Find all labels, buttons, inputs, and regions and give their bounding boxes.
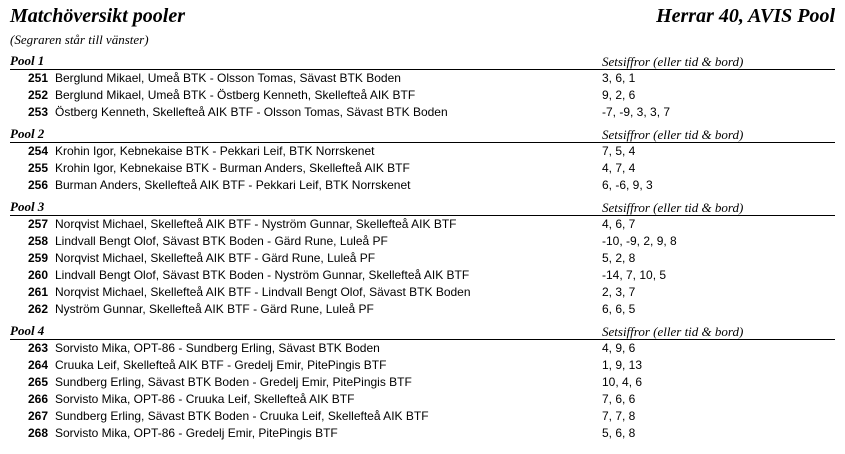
match-score: 9, 2, 6 (602, 88, 636, 102)
match-row (0, 216, 845, 233)
match-number: 255 (27, 161, 48, 175)
match-players: Berglund Mikael, Umeå BTK - Olsson Tomas, Sävast BTK Boden (55, 71, 401, 85)
match-players: Sorvisto Mika, OPT-86 - Gredelj Emir, PitePingis BTF (55, 426, 338, 440)
match-score: 3, 6, 1 (602, 71, 636, 85)
match-players: Krohin Igor, Kebnekaise BTK - Burman Anders, Skellefteå AIK BTF (55, 161, 410, 175)
match-score: 5, 6, 8 (602, 426, 636, 440)
sets-column-label: Setsiffror (eller tid & bord) (602, 200, 744, 215)
match-score: 6, 6, 5 (602, 302, 636, 316)
match-number: 263 (27, 341, 48, 355)
match-score: -14, 7, 10, 5 (602, 268, 667, 282)
match-players: Sorvisto Mika, OPT-86 - Cruuka Leif, Skellefteå AIK BTF (55, 392, 355, 406)
match-players: Norqvist Michael, Skellefteå AIK BTF - Gärd Rune, Luleå PF (55, 251, 376, 265)
match-players: Berglund Mikael, Umeå BTK - Östberg Kenneth, Skellefteå AIK BTF (55, 88, 416, 102)
match-row (0, 425, 845, 442)
match-players: Östberg Kenneth, Skellefteå AIK BTF - Olsson Tomas, Sävast BTK Boden (55, 105, 448, 119)
match-number: 267 (27, 409, 48, 423)
match-number: 265 (27, 375, 48, 389)
match-players: Lindvall Bengt Olof, Sävast BTK Boden - Gärd Rune, Luleå PF (55, 234, 388, 248)
match-row (0, 301, 845, 318)
match-row (0, 233, 845, 250)
match-players: Norqvist Michael, Skellefteå AIK BTF - Lindvall Bengt Olof, Sävast BTK Boden (55, 285, 471, 299)
match-number: 254 (27, 144, 48, 158)
match-number: 252 (27, 88, 48, 102)
pool-list (0, 53, 845, 442)
match-score: 10, 4, 6 (602, 375, 643, 389)
match-number: 257 (27, 217, 48, 231)
match-number: 251 (27, 71, 48, 85)
match-score: 4, 9, 6 (602, 341, 636, 355)
match-row (0, 87, 845, 104)
match-row (0, 340, 845, 357)
match-row (0, 104, 845, 121)
match-row (0, 374, 845, 391)
match-row (0, 408, 845, 425)
pool-name: Pool 1 (10, 53, 45, 68)
match-players: Sorvisto Mika, OPT-86 - Sundberg Erling, Sävast BTK Boden (55, 341, 380, 355)
sets-column-label: Setsiffror (eller tid & bord) (602, 127, 744, 142)
match-score: 5, 2, 8 (602, 251, 636, 265)
match-players: Krohin Igor, Kebnekaise BTK - Pekkari Leif, BTK Norrskenet (55, 144, 375, 158)
match-score: -7, -9, 3, 3, 7 (602, 105, 671, 119)
match-number: 261 (27, 285, 48, 299)
page-title: Matchöversikt pooler (10, 5, 185, 27)
pool-header (10, 323, 835, 340)
match-number: 256 (27, 178, 48, 192)
match-row (0, 284, 845, 301)
class-label: Herrar 40, AVIS Pool (656, 5, 835, 27)
match-score: -10, -9, 2, 9, 8 (602, 234, 677, 248)
match-number: 268 (27, 426, 48, 440)
match-score: 7, 7, 8 (602, 409, 636, 423)
match-row (0, 357, 845, 374)
page-subtitle: (Segraren står till vänster) (10, 32, 149, 47)
match-number: 258 (27, 234, 48, 248)
match-number: 262 (27, 302, 48, 316)
match-number: 266 (27, 392, 48, 406)
match-row (0, 391, 845, 408)
match-row (0, 250, 845, 267)
match-row (0, 267, 845, 284)
pool-header (10, 126, 835, 143)
match-row (0, 143, 845, 160)
match-score: 7, 5, 4 (602, 144, 636, 158)
match-players: Sundberg Erling, Sävast BTK Boden - Cruuka Leif, Skellefteå AIK BTF (55, 409, 429, 423)
match-number: 253 (27, 105, 48, 119)
match-score: 2, 3, 7 (602, 285, 636, 299)
match-number: 264 (27, 358, 48, 372)
match-number: 259 (27, 251, 48, 265)
match-players: Sundberg Erling, Sävast BTK Boden - Gredelj Emir, PitePingis BTF (55, 375, 412, 389)
pool-header (10, 199, 835, 216)
match-score: 1, 9, 13 (602, 358, 643, 372)
match-row (0, 160, 845, 177)
match-score: 7, 6, 6 (602, 392, 636, 406)
match-row (0, 177, 845, 194)
match-score: 6, -6, 9, 3 (602, 178, 653, 192)
match-players: Nyström Gunnar, Skellefteå AIK BTF - Gärd Rune, Luleå PF (55, 302, 374, 316)
pool-name: Pool 2 (10, 126, 45, 141)
match-row (0, 70, 845, 87)
pool-name: Pool 3 (10, 199, 45, 214)
sets-column-label: Setsiffror (eller tid & bord) (602, 54, 744, 69)
match-number: 260 (27, 268, 48, 282)
match-score: 4, 7, 4 (602, 161, 636, 175)
pool-name: Pool 4 (10, 323, 45, 338)
pool-header (10, 53, 835, 70)
match-players: Burman Anders, Skellefteå AIK BTF - Pekkari Leif, BTK Norrskenet (55, 178, 411, 192)
match-score: 4, 6, 7 (602, 217, 636, 231)
sets-column-label: Setsiffror (eller tid & bord) (602, 324, 744, 339)
match-players: Cruuka Leif, Skellefteå AIK BTF - Gredelj Emir, PitePingis BTF (55, 358, 387, 372)
match-players: Norqvist Michael, Skellefteå AIK BTF - Nyström Gunnar, Skellefteå AIK BTF (55, 217, 457, 231)
match-players: Lindvall Bengt Olof, Sävast BTK Boden - Nyström Gunnar, Skellefteå AIK BTF (55, 268, 470, 282)
